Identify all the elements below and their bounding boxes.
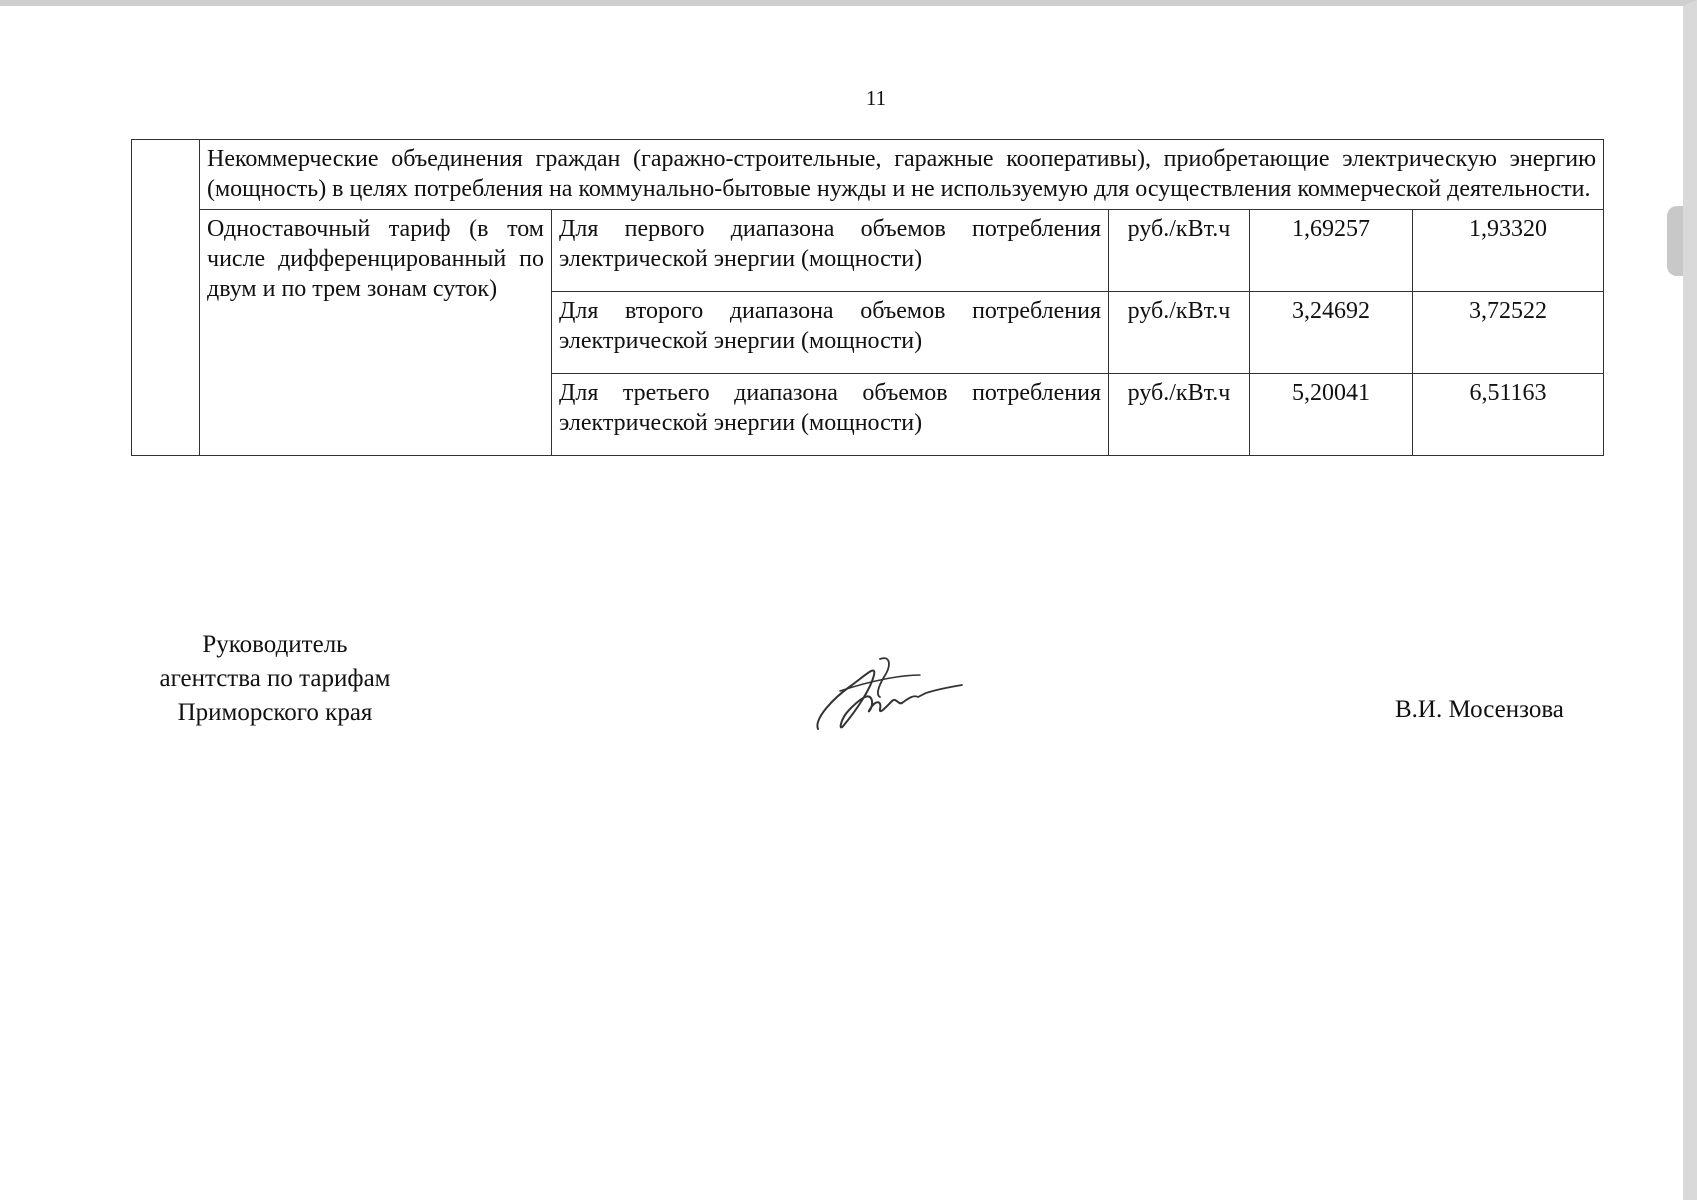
unit-cell: руб./кВт.ч xyxy=(1109,210,1250,292)
range-cell: Для третьего диапазона объемов потребления электрической энергии (мощности) xyxy=(552,374,1109,456)
tariff-table xyxy=(131,139,1604,456)
value-cell-1: 1,69257 xyxy=(1250,210,1413,292)
table-row xyxy=(132,210,1604,292)
scan-artifact xyxy=(1667,206,1689,276)
unit-cell: руб./кВт.ч xyxy=(1109,374,1250,456)
range-cell: Для первого диапазона объемов потребления электрической энергии (мощности) xyxy=(552,210,1109,292)
tariff-name-cell: Одноставочный тариф (в том числе дифференцированный по двум и по трем зонам суток) xyxy=(200,210,552,456)
consumer-group-title: Некоммерческие объединения граждан (гаражно-строительные, гаражные кооперативы), приобретающие электрическую энергию (мощность) в целях потребления на коммунально-бытовые нужды и не используемую для осуществления коммерческой деятельности. xyxy=(200,140,1604,210)
signer-name: В.И. Мосензова xyxy=(1395,696,1564,723)
page-number: 11 xyxy=(865,86,887,110)
handwritten-signature xyxy=(810,651,970,741)
value-cell-2: 1,93320 xyxy=(1413,210,1604,292)
value-cell-2: 3,72522 xyxy=(1413,292,1604,374)
value-cell-1: 5,20041 xyxy=(1250,374,1413,456)
unit-cell: руб./кВт.ч xyxy=(1109,292,1250,374)
table-row-group-title xyxy=(132,140,1604,210)
signer-position-line: Руководитель xyxy=(202,631,348,658)
range-cell: Для второго диапазона объемов потребления электрической энергии (мощности) xyxy=(552,292,1109,374)
row-number-cell xyxy=(132,140,200,456)
signer-position-line: Приморского края xyxy=(177,699,373,726)
value-cell-1: 3,24692 xyxy=(1250,292,1413,374)
signer-position-line: агентства по тарифам xyxy=(159,665,391,692)
value-cell-2: 6,51163 xyxy=(1413,374,1604,456)
signer-position xyxy=(120,628,430,730)
